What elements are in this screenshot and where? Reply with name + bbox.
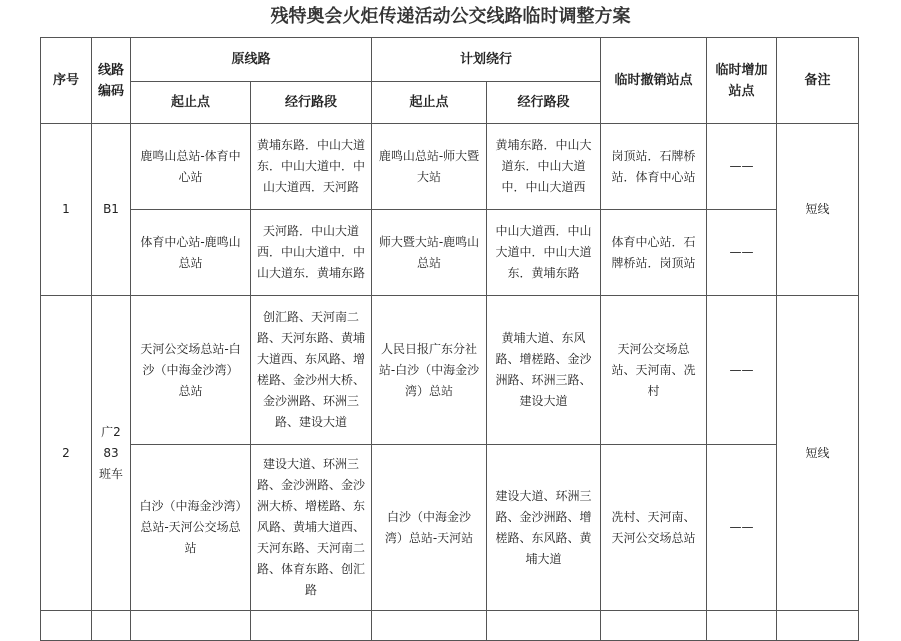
page-title: 残特奥会火炬传递活动公交线路临时调整方案 (270, 6, 631, 27)
cell-cancelled-stops: 冼村、天河南、天河公交场总站 (601, 445, 707, 611)
header-row-1 (41, 38, 859, 82)
header-added-stops: 临时增加站点 (707, 38, 777, 124)
cell-plan-start-end: 师大暨大站-鹿鸣山总站 (372, 210, 487, 296)
cell-added-stops: —— (707, 210, 777, 296)
table-row (41, 445, 859, 611)
header-cancelled-stops: 临时撤销站点 (601, 38, 707, 124)
header-plan-path: 经行路段 (487, 82, 601, 124)
cell-added-stops: —— (707, 296, 777, 445)
cell-plan-path: 建设大道、环洲三路、金沙洲路、增槎路、东风路、黄埔大道 (487, 445, 601, 611)
header-orig-start-end: 起止点 (131, 82, 251, 124)
cell-route-code: 广283班车 (92, 296, 131, 611)
cell-orig-path: 天河路．中山大道西．中山大道中．中山大道东．黄埔东路 (251, 210, 372, 296)
cell-orig-start-end: 体育中心站-鹿鸣山总站 (131, 210, 251, 296)
cell-plan-path: 黄埔东路．中山大道东．中山大道中．中山大道西 (487, 124, 601, 210)
cell-orig-start-end: 天河公交场总站-白沙（中海金沙湾）总站 (131, 296, 251, 445)
header-plan-start-end: 起止点 (372, 82, 487, 124)
header-route-code: 线路编码 (92, 38, 131, 124)
header-orig-path: 经行路段 (251, 82, 372, 124)
cell-orig-path: 创汇路、天河南二路、天河东路、黄埔大道西、东风路、增槎路、金沙州大桥、金沙洲路、环洲三路、建设大道 (251, 296, 372, 445)
cell-remark: 短线 (777, 296, 859, 611)
cell-seq: 2 (41, 296, 92, 611)
cell-cancelled-stops: 岗顶站．石牌桥站．体育中心站 (601, 124, 707, 210)
header-planned-detour: 计划绕行 (372, 38, 601, 82)
cell-plan-path: 黄埔大道、东风路、增槎路、金沙洲路、环洲三路、建设大道 (487, 296, 601, 445)
table-row (41, 296, 859, 445)
cell-seq: 1 (41, 124, 92, 296)
cell-route-code: B1 (92, 124, 131, 296)
cell-cancelled-stops: 天河公交场总站、天河南、冼村 (601, 296, 707, 445)
cell-remark: 短线 (777, 124, 859, 296)
header-original-route: 原线路 (131, 38, 372, 82)
route-adjustment-table (40, 37, 859, 641)
cell-orig-path: 建设大道、环洲三路、金沙洲路、金沙洲大桥、增槎路、东风路、黄埔大道西、天河东路、天河南二路、体育东路、创汇路 (251, 445, 372, 611)
cell-orig-start-end: 鹿鸣山总站-体育中心站 (131, 124, 251, 210)
cell-orig-path: 黄埔东路．中山大道东．中山大道中．中山大道西．天河路 (251, 124, 372, 210)
cell-plan-start-end: 白沙（中海金沙湾）总站-天河站 (372, 445, 487, 611)
header-remarks: 备注 (777, 38, 859, 124)
table-row (41, 210, 859, 296)
cell-cancelled-stops: 体育中心站．石牌桥站．岗顶站 (601, 210, 707, 296)
cell-plan-start-end: 人民日报广东分社站-白沙（中海金沙湾）总站 (372, 296, 487, 445)
cell-orig-start-end: 白沙（中海金沙湾）总站-天河公交场总站 (131, 445, 251, 611)
cell-added-stops: —— (707, 445, 777, 611)
header-seq: 序号 (41, 38, 92, 124)
cell-plan-path: 中山大道西．中山大道中．中山大道东．黄埔东路 (487, 210, 601, 296)
cell-added-stops: —— (707, 124, 777, 210)
cell-plan-start-end: 鹿鸣山总站-师大暨大站 (372, 124, 487, 210)
table-row (41, 124, 859, 210)
table-row-partial (41, 611, 859, 641)
